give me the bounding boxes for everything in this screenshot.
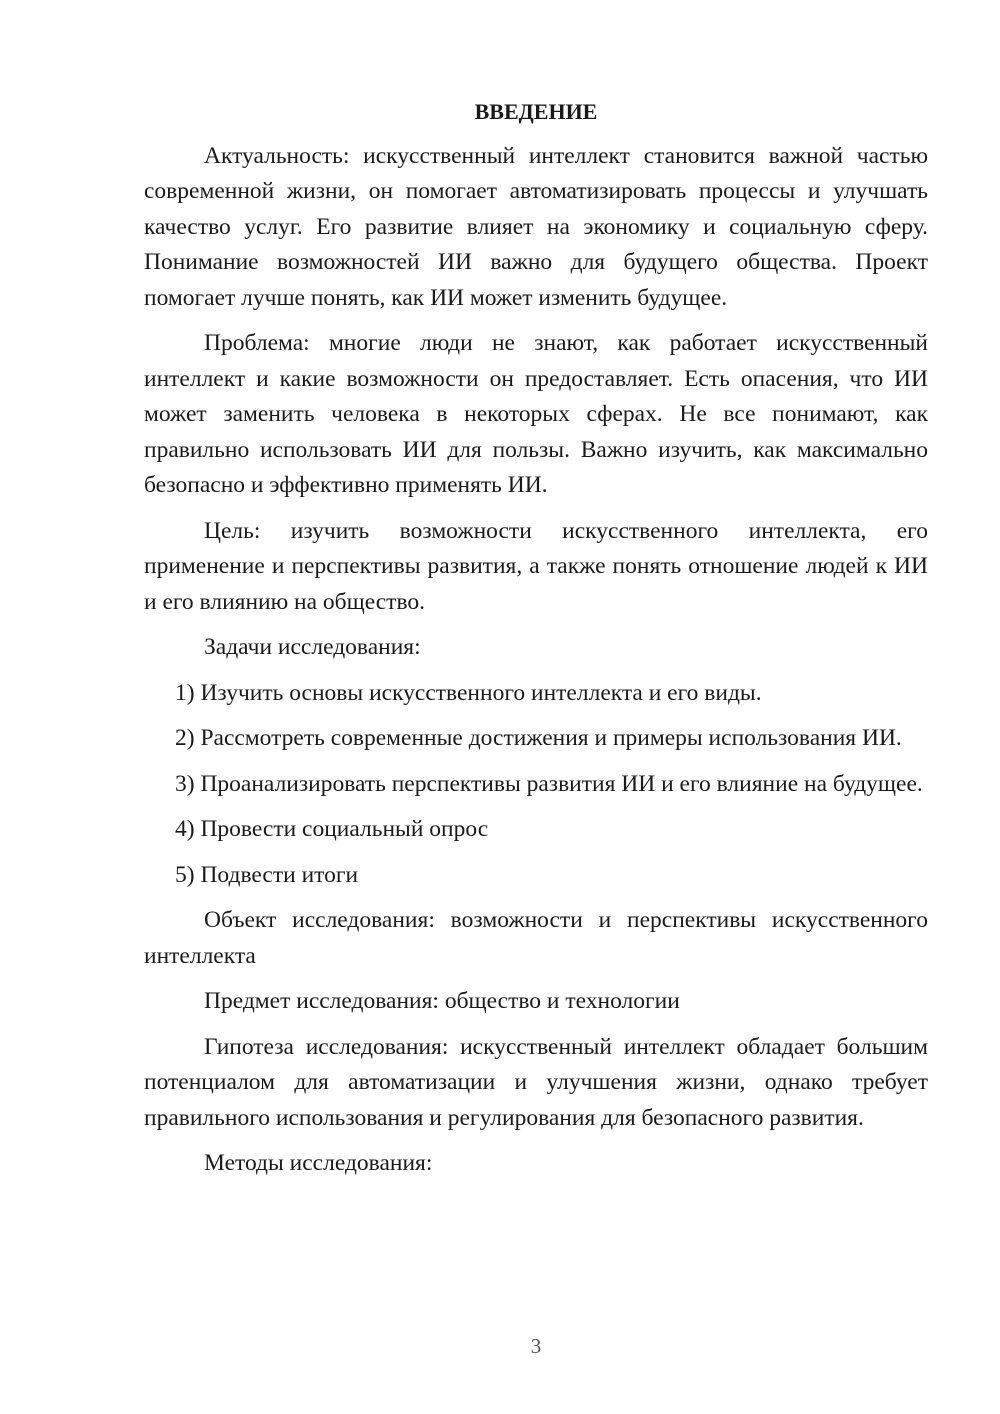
document-page xyxy=(144,94,928,1192)
section-title: ВВЕДЕНИЕ xyxy=(474,99,598,124)
goal-paragraph: Цель: изучить возможности искусственного интеллекта, его применение и перспективы развития, а также понять отношение людей к ИИ и его влиянию на общество. xyxy=(144,517,928,615)
subject-paragraph: Предмет исследования: общество и технологии xyxy=(204,988,680,1014)
relevance-paragraph: Актуальность: искусственный интеллект становится важной частью современной жизни, он помогает автоматизировать процессы и улучшать качество услуг. Его развитие влияет на экономику и социальную сферу. Понимание возможностей ИИ важно для будущего общества. Проект помогает лучше понять, как ИИ может изменить будущее. xyxy=(144,142,928,311)
hypothesis-paragraph: Гипотеза исследования: искусственный интеллект обладает большим потенциалом для автоматизации и улучшения жизни, однако требует правильного использования и регулирования для безопасного развития. xyxy=(144,1033,928,1131)
task-item-3: 3) Проанализировать перспективы развития ИИ и его влияние на будущее. xyxy=(175,770,923,797)
methods-heading: Методы исследования: xyxy=(204,1150,433,1176)
task-item-2: 2) Рассмотреть современные достижения и примеры использования ИИ. xyxy=(175,725,902,751)
tasks-heading: Задачи исследования: xyxy=(204,634,421,660)
object-paragraph: Объект исследования: возможности и перспективы искусственного интеллекта xyxy=(144,907,928,969)
task-item-5: 5) Подвести итоги xyxy=(175,861,359,888)
task-item-4: 4) Провести социальный опрос xyxy=(175,816,489,842)
task-item-1: 1) Изучить основы искусственного интеллекта и его виды. xyxy=(175,679,762,706)
problem-paragraph: Проблема: многие люди не знают, как работает искусственный интеллект и какие возможности он предоставляет. Есть опасения, что ИИ может заменить человека в некоторых сферах. Не все понимают, как правильно использовать ИИ для пользы. Важно изучить, как максимально безопасно и эффективно применять ИИ. xyxy=(144,330,928,498)
page-number: 3 xyxy=(530,1334,542,1358)
